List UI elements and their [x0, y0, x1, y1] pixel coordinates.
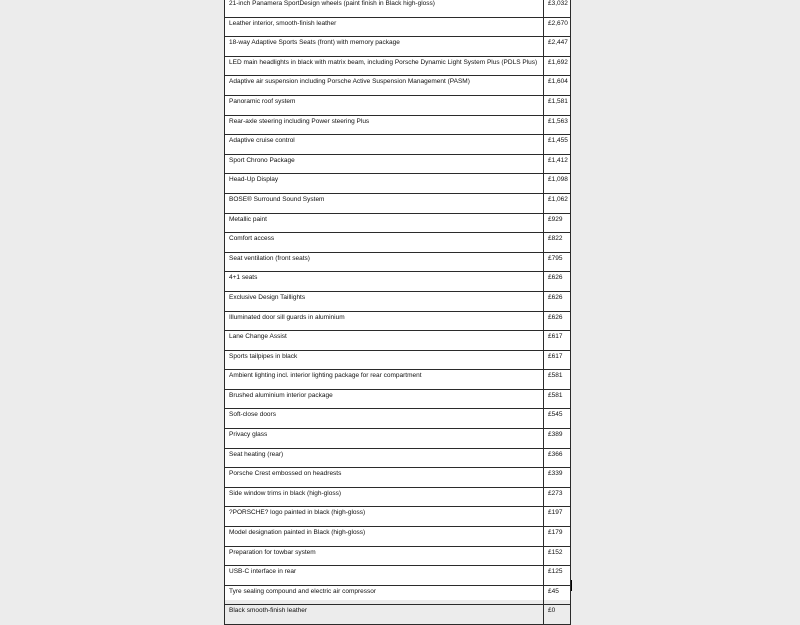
option-name-cell[interactable]: LED main headlights in black with matrix beam, including Porsche Dynamic Light System Plus (PDLS Plus): [225, 56, 544, 76]
option-price-cell[interactable]: £617: [544, 350, 571, 370]
table-row: [225, 213, 571, 233]
table-row: [225, 331, 571, 351]
option-price-cell[interactable]: £626: [544, 311, 571, 331]
option-name-cell[interactable]: Seat ventilation (front seats): [225, 252, 544, 272]
option-price-cell[interactable]: £617: [544, 331, 571, 351]
option-price-cell[interactable]: £1,581: [544, 95, 571, 115]
table-row: [225, 252, 571, 272]
option-price-cell[interactable]: £822: [544, 233, 571, 253]
options-price-table: [224, 0, 571, 625]
table-row: [225, 605, 571, 625]
table-row: [225, 174, 571, 194]
table-row: [225, 409, 571, 429]
option-name-cell[interactable]: BOSE® Surround Sound System: [225, 193, 544, 213]
table-row: [225, 350, 571, 370]
table-row: [225, 17, 571, 37]
table-row: [225, 95, 571, 115]
text-cursor: [571, 580, 572, 591]
table-row: [225, 37, 571, 57]
option-price-cell[interactable]: £795: [544, 252, 571, 272]
option-price-cell[interactable]: £0: [544, 605, 571, 625]
option-name-cell[interactable]: 4+1 seats: [225, 272, 544, 292]
option-name-cell[interactable]: Sport Chrono Package: [225, 154, 544, 174]
table-row: [225, 115, 571, 135]
option-name-cell[interactable]: Privacy glass: [225, 429, 544, 449]
option-price-cell[interactable]: £929: [544, 213, 571, 233]
option-name-cell[interactable]: Model designation painted in Black (high-gloss): [225, 527, 544, 547]
option-name-cell[interactable]: Sports tailpipes in black: [225, 350, 544, 370]
option-price-cell[interactable]: £581: [544, 389, 571, 409]
option-price-cell[interactable]: £1,604: [544, 76, 571, 96]
option-name-cell[interactable]: Porsche Crest embossed on headrests: [225, 468, 544, 488]
table-row: [225, 546, 571, 566]
option-price-cell[interactable]: £1,412: [544, 154, 571, 174]
option-price-cell[interactable]: £2,447: [544, 37, 571, 57]
option-price-cell[interactable]: £3,032: [544, 0, 571, 17]
option-price-cell[interactable]: £152: [544, 546, 571, 566]
option-price-cell[interactable]: £339: [544, 468, 571, 488]
option-name-cell[interactable]: Tyre sealing compound and electric air compressor: [225, 585, 544, 605]
option-name-cell[interactable]: 18-way Adaptive Sports Seats (front) with memory package: [225, 37, 544, 57]
option-name-cell[interactable]: Metallic paint: [225, 213, 544, 233]
table-row: [225, 468, 571, 488]
option-name-cell[interactable]: Black smooth-finish leather: [225, 605, 544, 625]
table-row: [225, 566, 571, 586]
option-name-cell[interactable]: 21-inch Panamera SportDesign wheels (paint finish in Black high-gloss): [225, 0, 544, 17]
option-name-cell[interactable]: Rear-axle steering including Power steering Plus: [225, 115, 544, 135]
document-page: [224, 0, 570, 615]
option-price-cell[interactable]: £273: [544, 487, 571, 507]
option-name-cell[interactable]: Comfort access: [225, 233, 544, 253]
table-row: [225, 448, 571, 468]
option-name-cell[interactable]: Illuminated door sill guards in aluminium: [225, 311, 544, 331]
table-row: [225, 389, 571, 409]
option-price-cell[interactable]: £125: [544, 566, 571, 586]
table-row: [225, 56, 571, 76]
table-row: [225, 585, 571, 605]
option-name-cell[interactable]: Preparation for towbar system: [225, 546, 544, 566]
option-price-cell[interactable]: £2,670: [544, 17, 571, 37]
option-name-cell[interactable]: Panoramic roof system: [225, 95, 544, 115]
table-row: [225, 0, 571, 17]
table-row: [225, 429, 571, 449]
option-price-cell[interactable]: £389: [544, 429, 571, 449]
table-row: [225, 527, 571, 547]
option-name-cell[interactable]: USB-C interface in rear: [225, 566, 544, 586]
option-name-cell[interactable]: Adaptive air suspension including Porsche Active Suspension Management (PASM): [225, 76, 544, 96]
option-price-cell[interactable]: £626: [544, 291, 571, 311]
option-price-cell[interactable]: £366: [544, 448, 571, 468]
option-name-cell[interactable]: Ambient lighting incl. interior lighting package for rear compartment: [225, 370, 544, 390]
table-row: [225, 487, 571, 507]
table-row: [225, 233, 571, 253]
option-name-cell[interactable]: Soft-close doors: [225, 409, 544, 429]
option-name-cell[interactable]: Side window trims in black (high-gloss): [225, 487, 544, 507]
table-row: [225, 76, 571, 96]
option-name-cell[interactable]: Exclusive Design Taillights: [225, 291, 544, 311]
option-price-cell[interactable]: £1,692: [544, 56, 571, 76]
table-row: [225, 154, 571, 174]
option-price-cell[interactable]: £1,563: [544, 115, 571, 135]
table-row: [225, 507, 571, 527]
option-name-cell[interactable]: ?PORSCHE? logo painted in black (high-gloss): [225, 507, 544, 527]
option-name-cell[interactable]: Seat heating (rear): [225, 448, 544, 468]
table-row: [225, 291, 571, 311]
table-row: [225, 135, 571, 155]
option-price-cell[interactable]: £581: [544, 370, 571, 390]
option-price-cell[interactable]: £45: [544, 585, 571, 605]
option-price-cell[interactable]: £545: [544, 409, 571, 429]
table-row: [225, 272, 571, 292]
option-price-cell[interactable]: £1,098: [544, 174, 571, 194]
option-price-cell[interactable]: £1,062: [544, 193, 571, 213]
option-price-cell[interactable]: £626: [544, 272, 571, 292]
option-name-cell[interactable]: Lane Change Assist: [225, 331, 544, 351]
option-price-cell[interactable]: £1,455: [544, 135, 571, 155]
table-row: [225, 193, 571, 213]
option-price-cell[interactable]: £179: [544, 527, 571, 547]
option-name-cell[interactable]: Brushed aluminium interior package: [225, 389, 544, 409]
option-name-cell[interactable]: Leather interior, smooth-finish leather: [225, 17, 544, 37]
table-row: [225, 311, 571, 331]
option-name-cell[interactable]: Head-Up Display: [225, 174, 544, 194]
table-row: [225, 370, 571, 390]
option-price-cell[interactable]: £197: [544, 507, 571, 527]
options-table-body: [225, 0, 571, 625]
option-name-cell[interactable]: Adaptive cruise control: [225, 135, 544, 155]
